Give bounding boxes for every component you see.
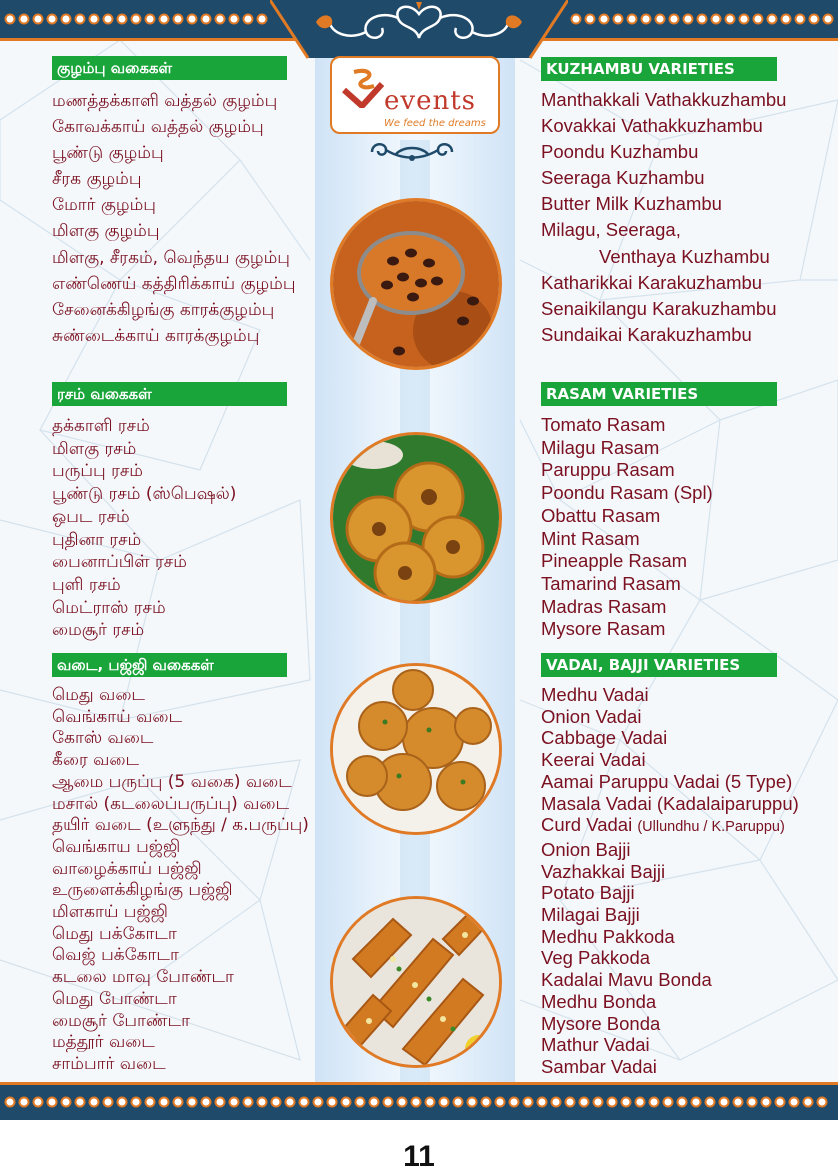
bottom-dot-border <box>0 1094 838 1110</box>
list-item: மெட்ராஸ் ரசம் <box>52 597 166 618</box>
list-item: மிளகு ரசம் <box>52 438 137 459</box>
list-item: வெங்காய் வடை <box>52 706 183 727</box>
vadai-tamil-list <box>52 685 309 1076</box>
page-number: 11 <box>403 1140 435 1173</box>
list-item: Sundaikai Karakuzhambu <box>541 323 752 345</box>
rasam-english-list <box>541 414 713 641</box>
bajji-photo <box>330 896 502 1068</box>
list-item: புளி ரசம் <box>52 574 121 595</box>
list-item: Cabbage Vadai <box>541 727 668 749</box>
list-item: மத்தூர் வடை <box>52 1032 155 1053</box>
curd-vadai-label: Curd Vadai <box>541 814 633 836</box>
list-item: மெது பக்கோடா <box>52 923 177 944</box>
events-logo <box>330 56 500 134</box>
list-item: Kovakkai Vathakkuzhambu <box>541 115 763 137</box>
rasam-tamil-list <box>52 415 236 642</box>
list-item: புதினா ரசம் <box>52 529 142 550</box>
list-item: தயிர் வடை (உளுந்து / க.பருப்பு) <box>52 815 309 836</box>
list-item: வெங்காய பஜ்ஜி <box>52 836 181 857</box>
list-item: Vazhakkai Bajji <box>541 860 666 882</box>
list-item: Potato Bajji <box>541 882 635 904</box>
list-item: Sambar Vadai <box>541 1055 657 1077</box>
list-item: வாழைக்காய் பஜ்ஜி <box>52 858 202 879</box>
bonda-photo <box>330 663 502 835</box>
list-item: Tomato Rasam <box>541 414 666 435</box>
vadai-english-header: VADAI, BAJJI VARIETIES <box>541 653 777 677</box>
kuzhambu-tamil-list <box>52 88 295 349</box>
list-item: Obattu Rasam <box>541 504 661 526</box>
list-item: Mysore Rasam <box>541 618 666 640</box>
list-item: Medhu Pakkoda <box>541 925 675 947</box>
list-item: Mathur Vadai <box>541 1034 650 1056</box>
list-item: Manthakkali Vathakkuzhambu <box>541 89 787 110</box>
list-item: Milagu, Seeraga, <box>541 219 681 241</box>
kuzhambu-english-list <box>541 87 786 348</box>
list-item: Seeraga Kuzhambu <box>541 167 705 189</box>
medhu-vadai-photo <box>330 432 502 604</box>
list-item: மைசூர் ரசம் <box>52 620 145 641</box>
kuzhambu-tamil-header: குழம்பு வகைகள் <box>52 56 287 80</box>
list-item: பருப்பு ரசம் <box>52 461 143 482</box>
list-item: மெது வடை <box>52 685 145 705</box>
list-item: Paruppu Rasam <box>541 459 675 481</box>
list-item: Mint Rasam <box>541 527 640 549</box>
list-item: பூண்டு ரசம் (ஸ்பெஷல்) <box>52 484 237 505</box>
list-item: Poondu Rasam (Spl) <box>541 482 713 504</box>
list-item: ஒபட ரசம் <box>52 506 130 527</box>
list-item: Tamarind Rasam <box>541 572 681 594</box>
logo-mark-icon <box>340 66 386 108</box>
list-item: கீரை வடை <box>52 750 140 771</box>
list-item: கோவக்காய் வத்தல் குழம்பு <box>52 117 264 138</box>
curd-vadai-note: (Ullundhu / K.Paruppu) <box>637 819 785 836</box>
list-item: தக்காளி ரசம் <box>52 416 150 436</box>
list-item: Aamai Paruppu Vadai (5 Type) <box>541 770 793 792</box>
list-item: சாம்பார் வடை <box>52 1053 166 1074</box>
scroll-ornament-icon <box>362 138 462 166</box>
list-item: Milagu Rasam <box>541 436 660 458</box>
list-item: மோர் குழம்பு <box>52 195 156 216</box>
list-item-curd-vadai <box>541 814 799 839</box>
list-item: Butter Milk Kuzhambu <box>541 193 722 215</box>
list-item: கோஸ் வடை <box>52 728 154 749</box>
rasam-tamil-header: ரசம் வகைகள் <box>52 382 287 406</box>
list-item: Onion Vadai <box>541 705 642 727</box>
list-item: மெது போண்டா <box>52 988 177 1009</box>
list-item: மைசூர் போண்டா <box>52 1010 190 1031</box>
logo-brand-text: events <box>384 86 476 116</box>
list-item: Senaikilangu Karakuzhambu <box>541 297 777 319</box>
rasam-english-header: RASAM VARIETIES <box>541 382 777 406</box>
list-item: சேனைக்கிழங்கு காரக்குழம்பு <box>52 299 275 320</box>
list-item: மணத்தக்காளி வத்தல் குழம்பு <box>52 91 278 111</box>
list-item: Medhu Vadai <box>541 684 649 705</box>
list-item: Mysore Bonda <box>541 1012 661 1034</box>
list-item: ஆமை பருப்பு (5 வகை) வடை <box>52 771 292 792</box>
list-item: Poondu Kuzhambu <box>541 141 699 163</box>
list-item: வெஜ் பக்கோடா <box>52 945 179 966</box>
list-item: மிளகு குழம்பு <box>52 221 160 242</box>
list-item: Keerai Vadai <box>541 749 646 771</box>
list-item: மிளகு, சீரகம், வெந்தய குழம்பு <box>52 247 290 268</box>
vadai-tamil-header: வடை, பஜ்ஜி வகைகள் <box>52 653 287 677</box>
kuzhambu-photo <box>330 198 502 370</box>
list-item: Medhu Bonda <box>541 990 657 1012</box>
list-item: பூண்டு குழம்பு <box>52 143 164 164</box>
list-item: உருளைக்கிழங்கு பஜ்ஜி <box>52 880 233 901</box>
list-item: Masala Vadai (Kadalaiparuppu) <box>541 792 799 814</box>
list-item: எண்ணெய் கத்திரிக்காய் குழம்பு <box>52 273 296 294</box>
list-item: Onion Bajji <box>541 838 631 860</box>
vadai-english-list <box>541 684 799 1078</box>
list-item: Kadalai Mavu Bonda <box>541 969 712 991</box>
list-item: சீரக குழம்பு <box>52 169 142 190</box>
bottom-border-band <box>0 1085 838 1120</box>
list-item: Pineapple Rasam <box>541 550 688 572</box>
list-item: கடலை மாவு போண்டா <box>52 967 234 988</box>
kuzhambu-english-header: KUZHAMBU VARIETIES <box>541 57 777 81</box>
list-item: Madras Rasam <box>541 595 667 617</box>
list-item: பைனாப்பிள் ரசம் <box>52 552 187 573</box>
list-item: மிளகாய் பஜ்ஜி <box>52 902 168 923</box>
list-item: Katharikkai Karakuzhambu <box>541 271 763 293</box>
logo-tagline: We feed the dreams <box>384 118 486 129</box>
list-item: Veg Pakkoda <box>541 947 651 969</box>
list-item: சுண்டைக்காய் காரக்குழம்பு <box>52 325 260 346</box>
list-item: மசால் (கடலைப்பருப்பு) வடை <box>52 793 290 814</box>
list-item: Milagai Bajji <box>541 904 640 926</box>
list-item: Venthaya Kuzhambu <box>599 245 770 267</box>
